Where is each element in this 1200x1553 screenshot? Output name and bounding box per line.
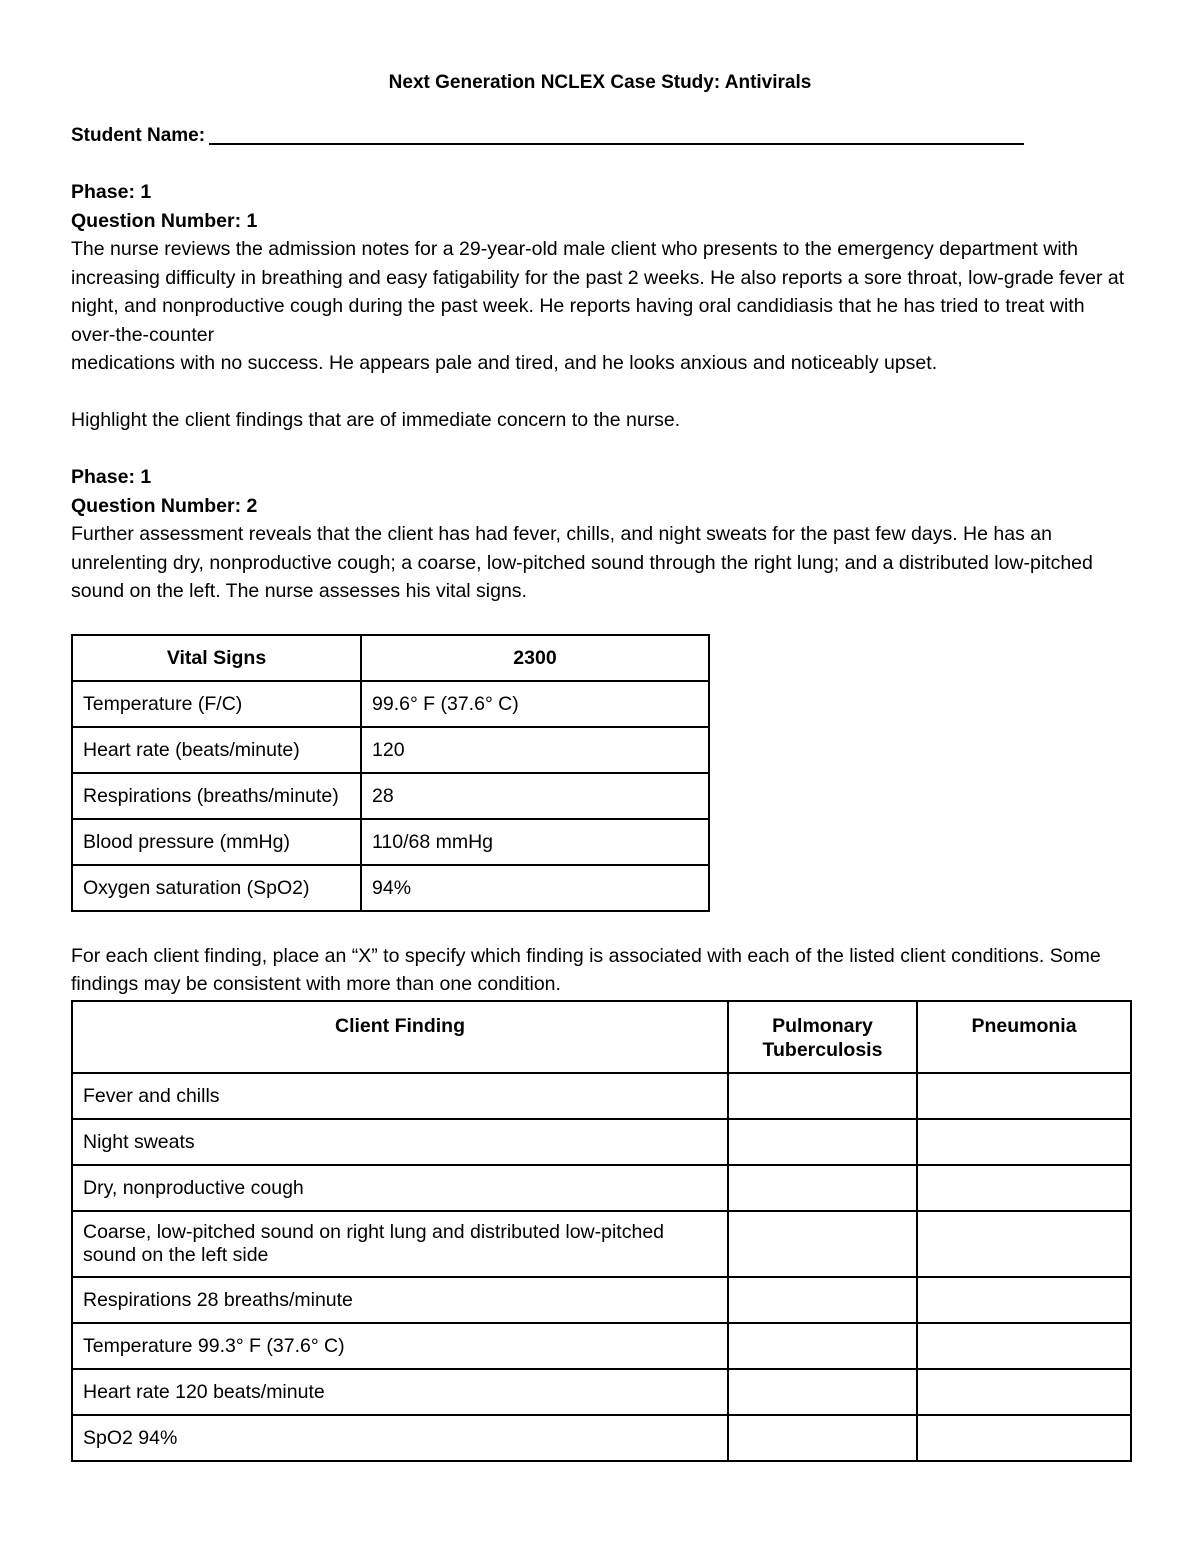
column-header: Vital Signs: [72, 635, 361, 681]
matrix-instruction: For each client finding, place an “X” to specify which finding is associated with each of the listed client conditions. Some findings may be consistent with more than one condition.: [71, 945, 1101, 995]
tuberculosis-answer-cell[interactable]: [728, 1211, 917, 1277]
vital-label: Blood pressure (mmHg): [72, 819, 361, 865]
q2-text: Further assessment reveals that the client has had fever, chills, and night sweats for the past few days. He has an unrelenting dry, nonproductive cough; a coarse, low-pitched sound through the right lung; and a distributed low-pitched sound on the left. The nurse assesses his vital signs.: [71, 523, 1093, 602]
tuberculosis-answer-cell[interactable]: [728, 1073, 917, 1119]
table-row: [72, 1369, 1131, 1415]
pneumonia-answer-cell[interactable]: [917, 1165, 1131, 1211]
q1-text-cont: medications with no success. He appears pale and tired, and he looks anxious and noticeably upset.: [71, 352, 938, 374]
tuberculosis-answer-cell[interactable]: [728, 1369, 917, 1415]
pneumonia-answer-cell[interactable]: [917, 1369, 1131, 1415]
student-name-row: [71, 125, 1024, 147]
table-row: [72, 1073, 1131, 1119]
vital-value: 28: [361, 773, 709, 819]
table-header-row: [72, 1001, 1131, 1073]
tuberculosis-answer-cell[interactable]: [728, 1277, 917, 1323]
table-row: [72, 1415, 1131, 1461]
finding-label: Heart rate 120 beats/minute: [72, 1369, 728, 1415]
finding-label: Dry, nonproductive cough: [72, 1165, 728, 1211]
table-row: [72, 773, 709, 819]
vital-signs-table: [71, 634, 710, 912]
vital-label: Heart rate (beats/minute): [72, 727, 361, 773]
table-header-row: [72, 635, 709, 681]
pneumonia-answer-cell[interactable]: [917, 1211, 1131, 1277]
question-2: [71, 463, 1131, 606]
table-row: [72, 1323, 1131, 1369]
vital-label: Temperature (F/C): [72, 681, 361, 727]
pneumonia-answer-cell[interactable]: [917, 1323, 1131, 1369]
finding-label: Respirations 28 breaths/minute: [72, 1277, 728, 1323]
column-header: Client Finding: [72, 1001, 728, 1073]
document-title: Next Generation NCLEX Case Study: Antivirals: [388, 72, 812, 93]
column-header: Pneumonia: [917, 1001, 1131, 1073]
column-header: Pulmonary Tuberculosis: [728, 1001, 917, 1073]
pneumonia-answer-cell[interactable]: [917, 1119, 1131, 1165]
vital-label: Respirations (breaths/minute): [72, 773, 361, 819]
column-header: 2300: [361, 635, 709, 681]
table-row: [72, 1211, 1131, 1277]
vital-value: 110/68 mmHg: [361, 819, 709, 865]
table-row: [72, 1119, 1131, 1165]
tuberculosis-answer-cell[interactable]: [728, 1119, 917, 1165]
q2-phase: Phase: 1: [71, 466, 152, 488]
finding-label: Coarse, low-pitched sound on right lung and distributed low-pitched sound on the left side: [72, 1211, 728, 1277]
table-row: [72, 865, 709, 911]
pneumonia-answer-cell[interactable]: [917, 1277, 1131, 1323]
student-name-label: Student Name:: [71, 125, 206, 146]
vital-value: 99.6° F (37.6° C): [361, 681, 709, 727]
q1-text: The nurse reviews the admission notes for a 29-year-old male client who presents to the emergency department with increasing difficulty in breathing and easy fatigability for the past 2 weeks. He also reports a sore throat, low-grade fever at night, and nonproductive cough during the past week. He reports having oral candidiasis that he has tried to treat with over-the-counter: [71, 238, 1125, 346]
table-row: [72, 681, 709, 727]
tuberculosis-answer-cell[interactable]: [728, 1415, 917, 1461]
finding-label: SpO2 94%: [72, 1415, 728, 1461]
tuberculosis-answer-cell[interactable]: [728, 1165, 917, 1211]
table-row: [72, 819, 709, 865]
table-row: [72, 1165, 1131, 1211]
finding-label: Temperature 99.3° F (37.6° C): [72, 1323, 728, 1369]
client-finding-matrix: [71, 1000, 1132, 1462]
vital-value: 120: [361, 727, 709, 773]
q1-instruction: Highlight the client findings that are of immediate concern to the nurse.: [71, 409, 681, 431]
q1-number: Question Number: 1: [71, 209, 258, 232]
finding-label: Night sweats: [72, 1119, 728, 1165]
q1-phase: Phase: 1: [71, 181, 152, 203]
pneumonia-answer-cell[interactable]: [917, 1073, 1131, 1119]
vital-label: Oxygen saturation (SpO2): [72, 865, 361, 911]
finding-label: Fever and chills: [72, 1073, 728, 1119]
tuberculosis-answer-cell[interactable]: [728, 1323, 917, 1369]
question-1: [71, 178, 1131, 435]
student-name-blank[interactable]: [209, 143, 1024, 145]
pneumonia-answer-cell[interactable]: [917, 1415, 1131, 1461]
table-row: [72, 727, 709, 773]
q2-number: Question Number: 2: [71, 494, 258, 517]
table-row: [72, 1277, 1131, 1323]
vital-value: 94%: [361, 865, 709, 911]
